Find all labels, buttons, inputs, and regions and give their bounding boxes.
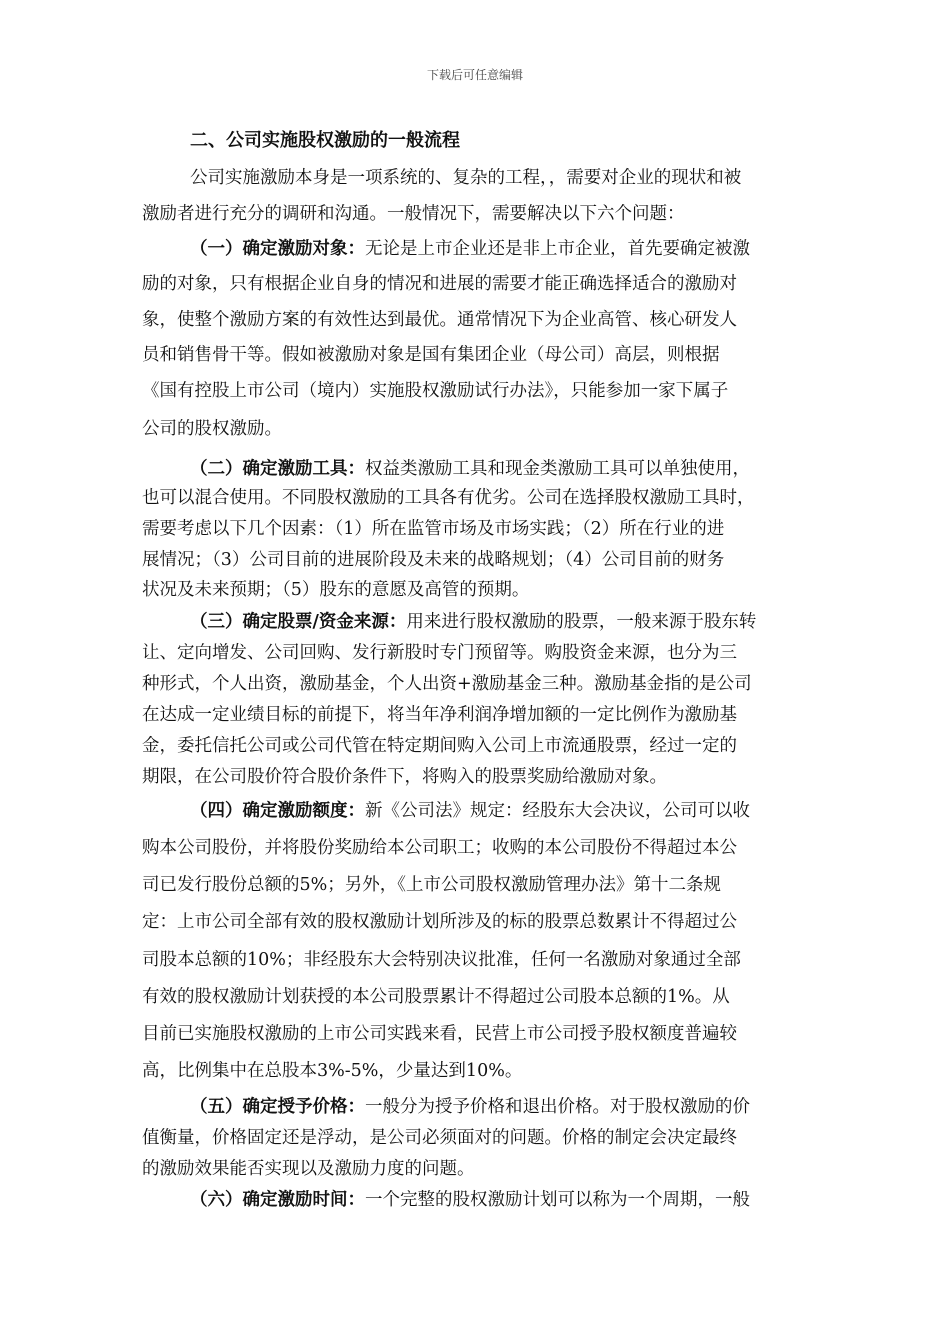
item-line: 高，比例集中在总股本3%-5%，少量达到10%。	[142, 1061, 523, 1081]
item-line: 《国有控股上市公司（境内）实施股权激励试行办法》，只能参加一家下属子	[142, 381, 729, 401]
item-text: 权益类激励工具和现金类激励工具可以单独使用，	[365, 459, 750, 479]
item-heading: （二）确定激励工具：	[190, 459, 365, 479]
item-heading: （五）确定授予价格：	[190, 1097, 365, 1117]
item-line: 目前已实施股权激励的上市公司实践来看，民营上市公司授予股权额度普遍较	[142, 1024, 737, 1044]
item-line: 状况及未来预期；（5）股东的意愿及高管的预期。	[142, 580, 530, 600]
item-text: 用来进行股权激励的股票，一般来源于股东转	[406, 612, 757, 632]
item-line: 司股本总额的10%；非经股东大会特别决议批准，任何一名激励对象通过全部	[142, 950, 741, 970]
item-line: 也可以混合使用。不同股权激励的工具各有优劣。公司在选择股权激励工具时，	[142, 488, 755, 508]
item-first-line	[190, 1093, 750, 1118]
item-line: 有效的股权激励计划获授的本公司股票累计不得超过公司股本总额的1%。从	[142, 987, 730, 1007]
item-line: 象，使整个激励方案的有效性达到最优。通常情况下为企业高管、核心研发人	[142, 310, 737, 330]
item-line: 值衡量，价格固定还是浮动，是公司必须面对的问题。价格的制定会决定最终	[142, 1128, 737, 1148]
item-heading: （一）确定激励对象：	[190, 239, 365, 259]
item-line: 金，委托信托公司或公司代管在特定期间购入公司上市流通股票，经过一定的	[142, 736, 737, 756]
item-line: 司已发行股份总额的5%；另外，《上市公司股权激励管理办法》第十二条规	[142, 875, 722, 895]
item-line: 公司的股权激励。	[142, 419, 282, 439]
item-text: 新《公司法》规定：经股东大会决议，公司可以收	[365, 801, 750, 821]
intro-line: 公司实施激励本身是一项系统的、复杂的工程，，需要对企业的现状和被	[190, 168, 742, 188]
section-title: 二、公司实施股权激励的一般流程	[190, 130, 460, 151]
item-line: 需要考虑以下几个因素：（1）所在监管市场及市场实践；（2）所在行业的进	[142, 519, 725, 539]
item-line: 在达成一定业绩目标的前提下，将当年净利润净增加额的一定比例作为激励基	[142, 705, 737, 725]
item-line: 定：上市公司全部有效的股权激励计划所涉及的标的股票总数累计不得超过公	[142, 912, 737, 932]
item-line: 期限，在公司股价符合股价条件下，将购入的股票奖励给激励对象。	[142, 767, 667, 787]
item-text: 一个完整的股权激励计划可以称为一个周期，一般	[365, 1190, 750, 1210]
item-line: 员和销售骨干等。假如被激励对象是国有集团企业（母公司）高层，则根据	[142, 345, 720, 365]
item-line: 励的对象，只有根据企业自身的情况和进展的需要才能正确选择适合的激励对	[142, 274, 737, 294]
item-first-line	[190, 455, 750, 480]
item-line: 种形式，个人出资，激励基金，个人出资+激励基金三种。激励基金指的是公司	[142, 674, 752, 694]
item-first-line	[190, 797, 750, 822]
item-text: 无论是上市企业还是非上市企业，首先要确定被激	[365, 239, 750, 259]
item-heading: （三）确定股票/资金来源：	[190, 612, 407, 632]
item-line: 展情况；（3）公司目前的进展阶段及未来的战略规划；（4）公司目前的财务	[142, 550, 725, 570]
item-line: 购本公司股份，并将股份奖励给本公司职工；收购的本公司股份不得超过本公	[142, 838, 737, 858]
item-heading: （六）确定激励时间：	[190, 1190, 365, 1210]
item-first-line	[190, 1186, 750, 1211]
intro-line: 激励者进行充分的调研和沟通。一般情况下，需要解决以下六个问题：	[142, 204, 685, 224]
item-first-line	[190, 608, 756, 633]
item-first-line	[190, 235, 750, 260]
item-heading: （四）确定激励额度：	[190, 801, 365, 821]
item-line: 的激励效果能否实现以及激励力度的问题。	[142, 1159, 475, 1179]
item-line: 让、定向增发、公司回购、发行新股时专门预留等。购股资金来源，也分为三	[142, 643, 737, 663]
page-header: 下载后可任意编辑	[426, 68, 523, 82]
item-text: 一般分为授予价格和退出价格。对于股权激励的价	[365, 1097, 750, 1117]
